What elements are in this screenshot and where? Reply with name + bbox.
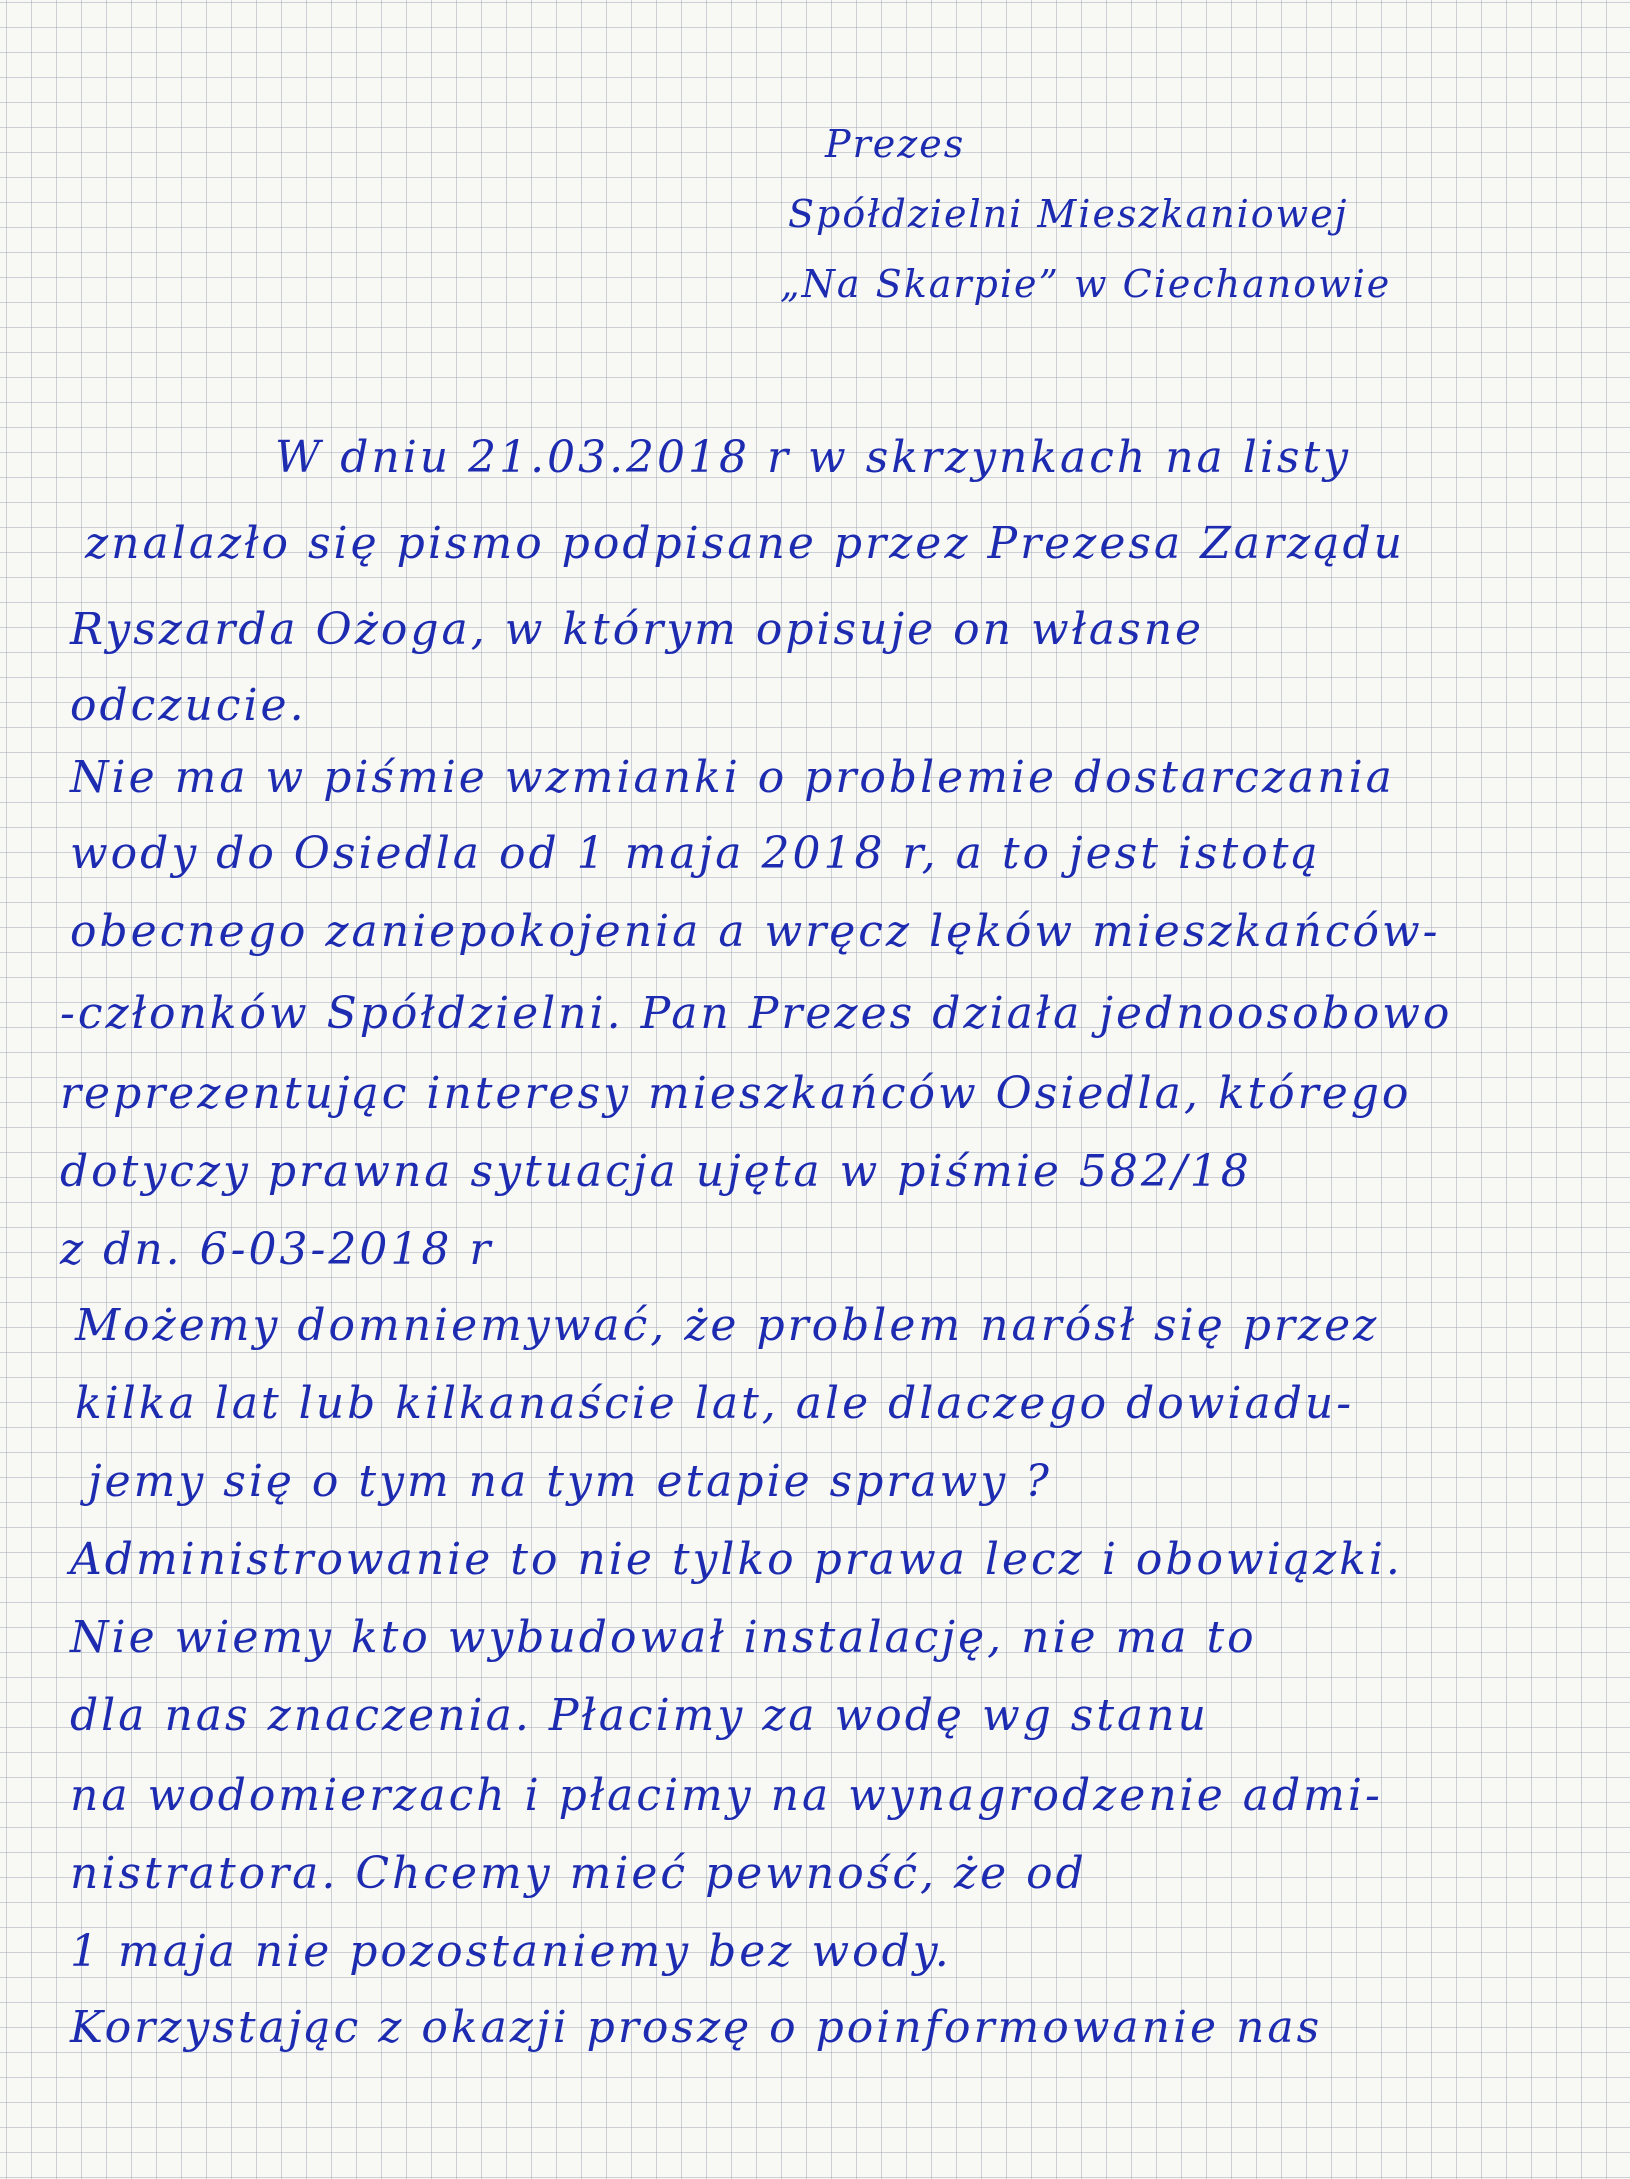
letter-line: znalazło się pismo podpisane przez Prezesa Zarządu	[85, 518, 1405, 569]
letter-line: odczucie.	[70, 680, 307, 731]
letter-line: wody do Osiedla od 1 maja 2018 r, a to jest istotą	[70, 828, 1321, 879]
addressee-organization: Spółdzielni Mieszkaniowej	[788, 192, 1349, 236]
letter-line: Nie wiemy kto wybudował instalację, nie ma to	[70, 1612, 1257, 1663]
letter-line: Możemy domniemywać, że problem narósł się przez	[75, 1300, 1380, 1351]
letter-line: Korzystając z okazji proszę o poinformowanie nas	[70, 2002, 1323, 2053]
letter-line: nistratora. Chcemy mieć pewność, że od	[70, 1848, 1087, 1899]
letter-line: 1 maja nie pozostaniemy bez wody.	[70, 1926, 952, 1977]
letter-line: Ryszarda Ożoga, w którym opisuje on własne	[70, 604, 1205, 655]
letter-line: dla nas znaczenia. Płacimy za wodę wg stanu	[70, 1690, 1209, 1741]
letter-line: obecnego zaniepokojenia a wręcz lęków mieszkańców-	[70, 906, 1441, 957]
letter-line: z dn. 6-03-2018 r	[60, 1224, 494, 1275]
letter-line: Nie ma w piśmie wzmianki o problemie dostarczania	[70, 752, 1395, 803]
letter-line: W dniu 21.03.2018 r w skrzynkach na listy	[275, 432, 1352, 483]
letter-line: dotyczy prawna sytuacja ujęta w piśmie 582/18	[60, 1146, 1252, 1197]
letter-line: na wodomierzach i płacimy na wynagrodzenie admi-	[70, 1770, 1383, 1821]
letter-line: kilka lat lub kilkanaście lat, ale dlaczego dowiadu-	[75, 1378, 1355, 1429]
letter-line: reprezentując interesy mieszkańców Osiedla, którego	[60, 1068, 1412, 1119]
addressee-cooperative-name: „Na Skarpie” w Ciechanowie	[780, 262, 1392, 306]
letter-line: jemy się o tym na tym etapie sprawy ?	[88, 1456, 1052, 1507]
addressee-title: Prezes	[825, 122, 966, 166]
letter-line: Administrowanie to nie tylko prawa lecz i obowiązki.	[70, 1534, 1403, 1585]
letter-line: -członków Spółdzielni. Pan Prezes działa jednoosobowo	[60, 988, 1453, 1039]
